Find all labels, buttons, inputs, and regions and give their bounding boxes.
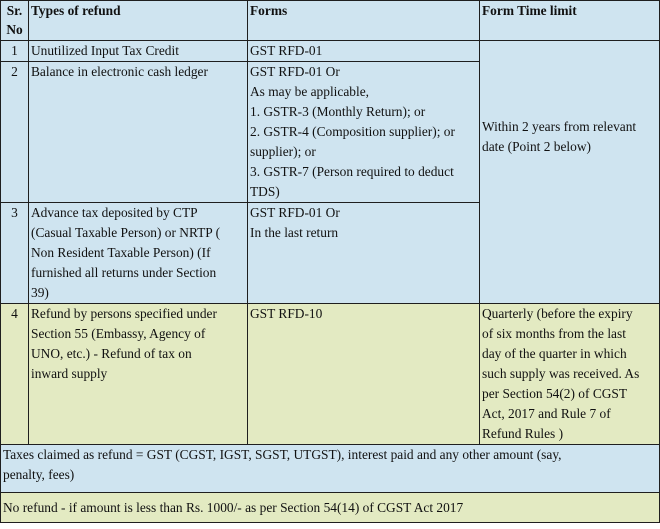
- form-line: GST RFD-01: [250, 43, 323, 58]
- taxes-claimed-note: [1, 445, 660, 493]
- header-forms: Forms: [248, 1, 480, 41]
- refund-type-line: inward supply: [31, 366, 108, 381]
- time-limit-line: per Section 54(2) of CGST: [482, 386, 628, 401]
- forms-cell: [248, 304, 480, 445]
- form-line: In the last return: [250, 225, 339, 240]
- time-limit-line: Within 2 years from relevant: [482, 119, 637, 134]
- header-time-limit: Form Time limit: [480, 1, 660, 41]
- header-sr-line1: Sr.: [6, 3, 23, 18]
- forms-cell: [248, 62, 480, 203]
- form-line: 1. GSTR-3 (Monthly Return); or: [250, 104, 426, 119]
- refund-type-line: furnished all returns under Section: [31, 265, 217, 280]
- form-line: GST RFD-10: [250, 306, 323, 321]
- time-limit-line: such supply was received. As: [482, 366, 640, 381]
- refund-type-line: Advance tax deposited by CTP: [31, 205, 198, 220]
- time-limit-line: Act, 2017 and Rule 7 of: [482, 406, 611, 421]
- taxes-claimed-line: Taxes claimed as refund = GST (CGST, IGST, SGST, UTGST), interest paid and any other amount (say,: [3, 447, 562, 462]
- header-row: [1, 1, 660, 41]
- refund-type-line: Section 55 (Embassy, Agency of: [31, 326, 206, 341]
- refund-type-line: Unutilized Input Tax Credit: [31, 43, 179, 58]
- refund-type-line: (Casual Taxable Person) or NRTP (: [31, 225, 221, 240]
- form-line: As may be applicable,: [250, 84, 369, 99]
- sr-no-cell: 3: [1, 203, 29, 304]
- taxes-claimed-row: [1, 445, 660, 493]
- forms-cell: [248, 203, 480, 304]
- form-line: TDS): [250, 184, 280, 199]
- sr-no-cell: 1: [1, 41, 29, 62]
- refund-type-line: UNO, etc.) - Refund of tax on: [31, 346, 192, 361]
- refund-type-line: Balance in electronic cash ledger: [31, 64, 208, 79]
- refund-type-cell: [29, 304, 248, 445]
- header-types-of-refund: Types of refund: [29, 1, 248, 41]
- form-line: 2. GSTR-4 (Composition supplier); or: [250, 124, 455, 139]
- sr-no-cell: 2: [1, 62, 29, 203]
- time-limit-line: day of the quarter in which: [482, 346, 627, 361]
- forms-cell: [248, 41, 480, 62]
- refund-type-cell: [29, 41, 248, 62]
- time-limit-line: date (Point 2 below): [482, 139, 591, 154]
- time-limit-cell: [480, 304, 660, 445]
- refund-type-cell: [29, 62, 248, 203]
- refund-type-line: Non Resident Taxable Person) (If: [31, 245, 211, 260]
- time-limit-line: of six months from the last: [482, 326, 626, 341]
- no-refund-row: [1, 493, 660, 523]
- form-line: 3. GSTR-7 (Person required to deduct: [250, 164, 454, 179]
- header-sr-no: [1, 1, 29, 41]
- taxes-claimed-line: penalty, fees): [3, 467, 75, 482]
- form-line: supplier); or: [250, 144, 316, 159]
- form-line: GST RFD-01 Or: [250, 205, 340, 220]
- time-limit-merged-cell: [480, 41, 660, 304]
- no-refund-note: No refund - if amount is less than Rs. 1000/- as per Section 54(14) of CGST Act 2017: [1, 493, 660, 523]
- form-line: GST RFD-01 Or: [250, 64, 340, 79]
- time-limit-line: Refund Rules ): [482, 426, 564, 441]
- time-limit-line: Quarterly (before the expiry: [482, 306, 633, 321]
- sr-no-cell: 4: [1, 304, 29, 445]
- refund-type-line: Refund by persons specified under: [31, 306, 217, 321]
- table-row-4: [1, 304, 660, 445]
- refund-type-cell: [29, 203, 248, 304]
- refund-type-line: 39): [31, 285, 49, 300]
- table-row-1: [1, 41, 660, 62]
- header-sr-line2: No: [6, 22, 23, 37]
